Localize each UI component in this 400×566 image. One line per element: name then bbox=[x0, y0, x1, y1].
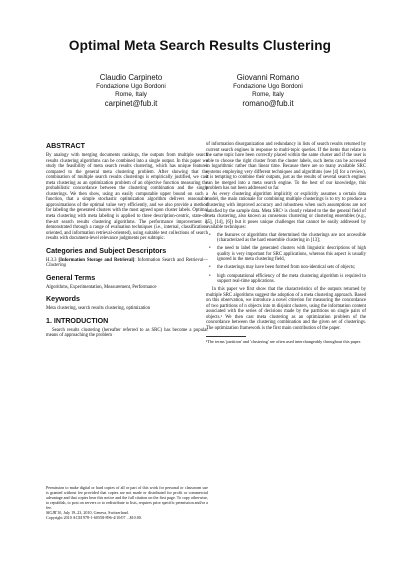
bullet-icon: • bbox=[209, 246, 211, 252]
intro-text: Search results clustering (hereafter referred to as SRC) has become a popular means of approaching the problem bbox=[46, 327, 208, 339]
terms-heading: General Terms bbox=[46, 273, 96, 282]
footnote: ¹The terms 'partition' and 'clustering' are often used interchangeably throughout this paper. bbox=[206, 338, 361, 344]
body-paragraph: In this paper we first show that the characteristics of the outputs returned by multiple SRC algorithms suggest the adoption of a meta clustering approach. Based on this observation, we introduce a novel criterion for measuring the concordance of two partitions of n objects into m disjoint clusters, using the information content associated with the series of decisions made by the partitions on single pairs of objects.¹ We then cast meta clustering as an optimization problem of the concordance between the clustering combination and the given set of clusterings. The optimization framework is the first main contribution of the paper. bbox=[206, 287, 366, 331]
author-2 bbox=[193, 74, 343, 108]
list-item bbox=[206, 274, 366, 285]
bullet-icon: • bbox=[209, 265, 211, 271]
intro-heading: 1. INTRODUCTION bbox=[46, 316, 109, 325]
list-item-text: high computational efficiency of the meta clustering algorithm is required to support real-time applications. bbox=[217, 273, 366, 285]
permission-text: Permission to make digital or hard copies of all or part of this work for personal or classroom use is granted without fee provided that copies are not made or distributed for profit or commercial advantage and that copies bear this notice and the full citation on the first page. To copy otherwise, to republish, to post on servers or to redistribute to lists, requires prior specific permission and/or a fee. bbox=[46, 485, 208, 510]
list-item bbox=[206, 265, 366, 271]
body-paragraph: of information disorganization and redundancy in lists of search results returned by current search engines in response to multi-topic queries. If the items that relate to the same topic have been correctly placed within the same cluster and if the user is able to choose the right cluster from the cluster labels, such items can be accessed in logarithmic rather than linear time. Because there are so many available SRC systems employing very different techniques and algorithms (see [4] for a review), it is tempting to combine their outputs, just as the results of several search engines can be merged into a meta search engine. To the best of our knowledge, this problem has not been addressed so far. bbox=[206, 142, 366, 192]
author-affiliation: Fondazione Ugo Bordoni bbox=[96, 82, 166, 90]
author-name: Giovanni Romano bbox=[236, 73, 300, 82]
list-item bbox=[206, 233, 366, 244]
category-code: H.3.3 bbox=[46, 257, 57, 263]
bullet-icon: • bbox=[209, 273, 211, 279]
keywords-heading: Keywords bbox=[46, 295, 80, 304]
terms-text: Algorithms, Experimentation, Measurement, Performance bbox=[46, 284, 157, 290]
abstract-text: By analogy with merging documents rankings, the outputs from multiple search results clustering algorithms can be combined into a single output. In this paper we study the feasibility of meta search results clustering, which has unique features compared to the general meta clustering problem. After showing that the combination of multiple search results clusterings is empirically justified, we cast meta clustering as an optimization problem of an objective function measuring the probabilistic concordance between the clustering combination and the single clusterings. We then show, using an easily computable upper bound on such a function, that a simple stochastic optimization algorithm delivers reasonable approximations of the optimal value very efficiently, and we also provide a method for labeling the generated clusters with the most agreed upon cluster labels. Optimal meta clustering with meta labeling is applied to three description-centric, state-of-the-art search results clustering algorithms. The performance improvement is demonstrated through a range of evaluation techniques (i.e., internal, classification-oriented, and information retrieval-oriented), using suitable test collections of search results with document-level relevance judgments per subtopic. bbox=[46, 153, 208, 242]
right-column bbox=[206, 142, 366, 344]
author-email: romano@fub.it bbox=[242, 98, 294, 108]
author-email: carpinet@fub.it bbox=[104, 98, 158, 108]
bullet-icon: • bbox=[209, 232, 211, 238]
list-item-text: the features or algorithms that determined the clusterings are not accessible (characterized as the hard ensemble clustering in [13]; bbox=[217, 232, 366, 244]
author-location: Rome, Italy bbox=[252, 91, 284, 99]
venue-details: July 19–23, 2010, Geneva, Switzerland. bbox=[62, 509, 129, 515]
permission-block bbox=[46, 486, 208, 521]
keywords-text: Meta clustering, search results clustering, optimization bbox=[46, 306, 151, 312]
author-affiliation: Fondazione Ugo Bordoni bbox=[233, 82, 303, 90]
list-item bbox=[206, 246, 366, 263]
category-sub: : Information Search and Retrieval— bbox=[134, 257, 209, 263]
category-main: [Information Storage and Retrieval] bbox=[58, 257, 135, 263]
footnote-rule bbox=[206, 336, 246, 337]
paper-title: Optimal Meta Search Results Clustering bbox=[68, 38, 332, 53]
venue-name: SIGIR'10, bbox=[46, 509, 63, 515]
categories-text bbox=[46, 258, 208, 269]
challenges-list bbox=[206, 233, 366, 285]
categories-heading: Categories and Subject Descriptors bbox=[46, 246, 167, 255]
author-1 bbox=[56, 74, 206, 108]
left-column bbox=[46, 142, 208, 339]
abstract-heading: ABSTRACT bbox=[46, 142, 86, 150]
list-item-text: the clusterings may have been formed from non-identical sets of objects; bbox=[217, 265, 356, 271]
body-paragraph: As every clustering algorithm implicitly or explicitly assumes a certain data model, the main rationale for combining multiple clusterings is to try to produce a clustering with improved accuracy and robustness when such assumptions are not satisfied by the sample data. Meta SRC¹ is clearly related to the the general field of meta clustering, also known as consensus clustering or clustering ensembles (e.g., [5], [14], [6]) but it poses unique challenges that cannot be easily addressed by available techniques: bbox=[206, 191, 366, 231]
author-location: Rome, Italy bbox=[115, 91, 147, 99]
list-item-text: the need to label the generated clusters with linguistic descriptions of high quality is very important for SRC applications, whereas this aspect is usually ignored in the meta clustering field, bbox=[217, 246, 366, 263]
author-name: Claudio Carpineto bbox=[99, 73, 163, 82]
category-topic: Clustering bbox=[46, 263, 67, 269]
copyright-line: Copyright 2010 ACM 978-1-60558-896-4/10/07 ...$10.00. bbox=[46, 514, 142, 520]
